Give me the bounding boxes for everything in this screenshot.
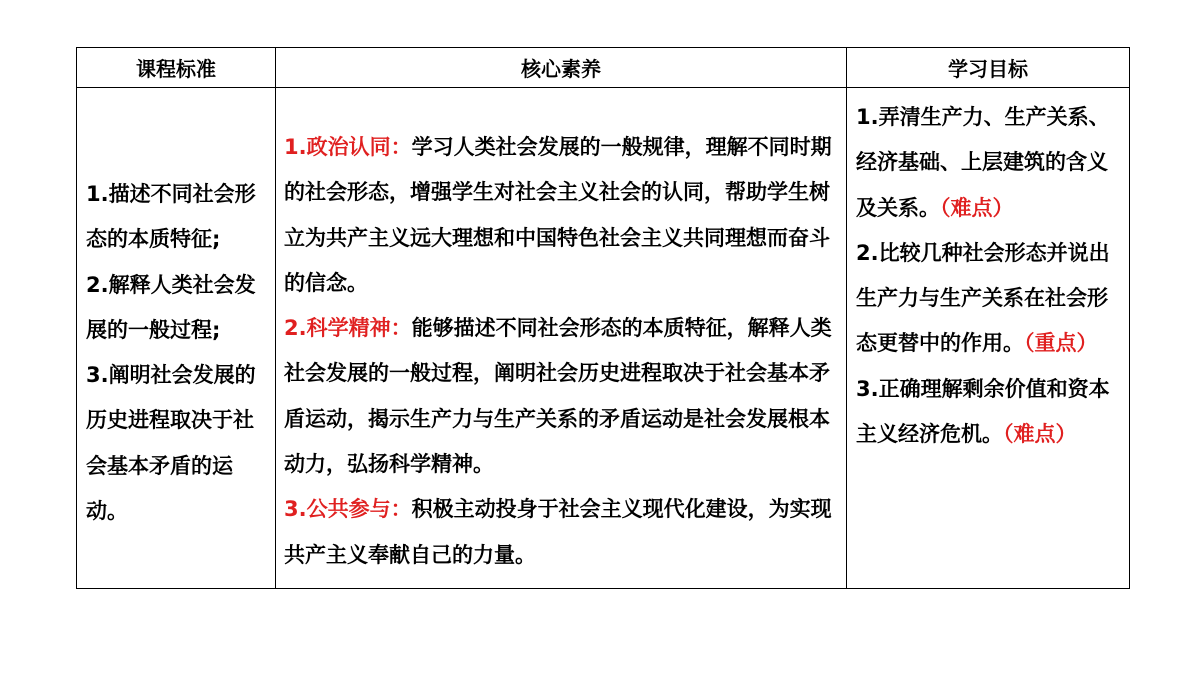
literacy-label: 1.政治认同： bbox=[284, 135, 412, 159]
standard-item: 2.解释人类社会发展的一般过程; bbox=[86, 272, 256, 342]
literacy-text: 积极主动投身于社会主义现代化建设，为实现共产主义奉献自己的力量。 bbox=[284, 497, 832, 567]
difficulty-tag: （难点） bbox=[940, 195, 1014, 220]
standard-item: 3.阐明社会发展的历史进程取决于社会基本矛盾的运动。 bbox=[86, 363, 256, 524]
goal-item bbox=[856, 95, 1123, 231]
learning-goals-cell bbox=[847, 88, 1129, 588]
key-point-tag: （重点） bbox=[1024, 331, 1098, 356]
literacy-item bbox=[284, 487, 838, 578]
literacy-text: 学习人类社会发展的一般规律，理解不同时期的社会形态，增强学生对社会主义社会的认同，帮助学生树立为共产主义远大理想和中国特色社会主义共同理想而奋斗的信念。 bbox=[284, 135, 832, 295]
literacy-item bbox=[284, 306, 838, 487]
goal-item bbox=[856, 367, 1123, 458]
core-literacy-cell bbox=[276, 88, 847, 588]
goal-text: 1.弄清生产力、生产关系、经济基础、上层建筑的含义及关系。 bbox=[856, 105, 1110, 220]
goal-text: 2.比较几种社会形态并说出生产力与生产关系在社会形态更替中的作用。 bbox=[856, 240, 1110, 356]
goal-text: 3.正确理解剩余价值和资本主义经济危机。 bbox=[856, 376, 1110, 447]
literacy-item bbox=[284, 125, 838, 306]
goal-item bbox=[856, 231, 1123, 367]
difficulty-tag: （难点） bbox=[1003, 422, 1077, 447]
literacy-text: 能够描述不同社会形态的本质特征，解释人类社会发展的一般过程，阐明社会历史进程取决于社会基本矛盾运动，揭示生产力与生产关系的矛盾运动是社会发展根本动力，弘扬科学精神。 bbox=[284, 316, 832, 477]
header-curriculum-standard: 课程标准 bbox=[77, 48, 276, 88]
standard-item: 1.描述不同社会形态的本质特征; bbox=[86, 182, 256, 252]
literacy-label: 2.科学精神： bbox=[284, 316, 412, 341]
literacy-label: 3.公共参与： bbox=[284, 497, 412, 522]
curriculum-standard-cell bbox=[77, 88, 276, 588]
header-learning-goals: 学习目标 bbox=[847, 48, 1129, 88]
header-core-literacy: 核心素养 bbox=[276, 48, 847, 88]
objectives-table bbox=[76, 47, 1130, 589]
